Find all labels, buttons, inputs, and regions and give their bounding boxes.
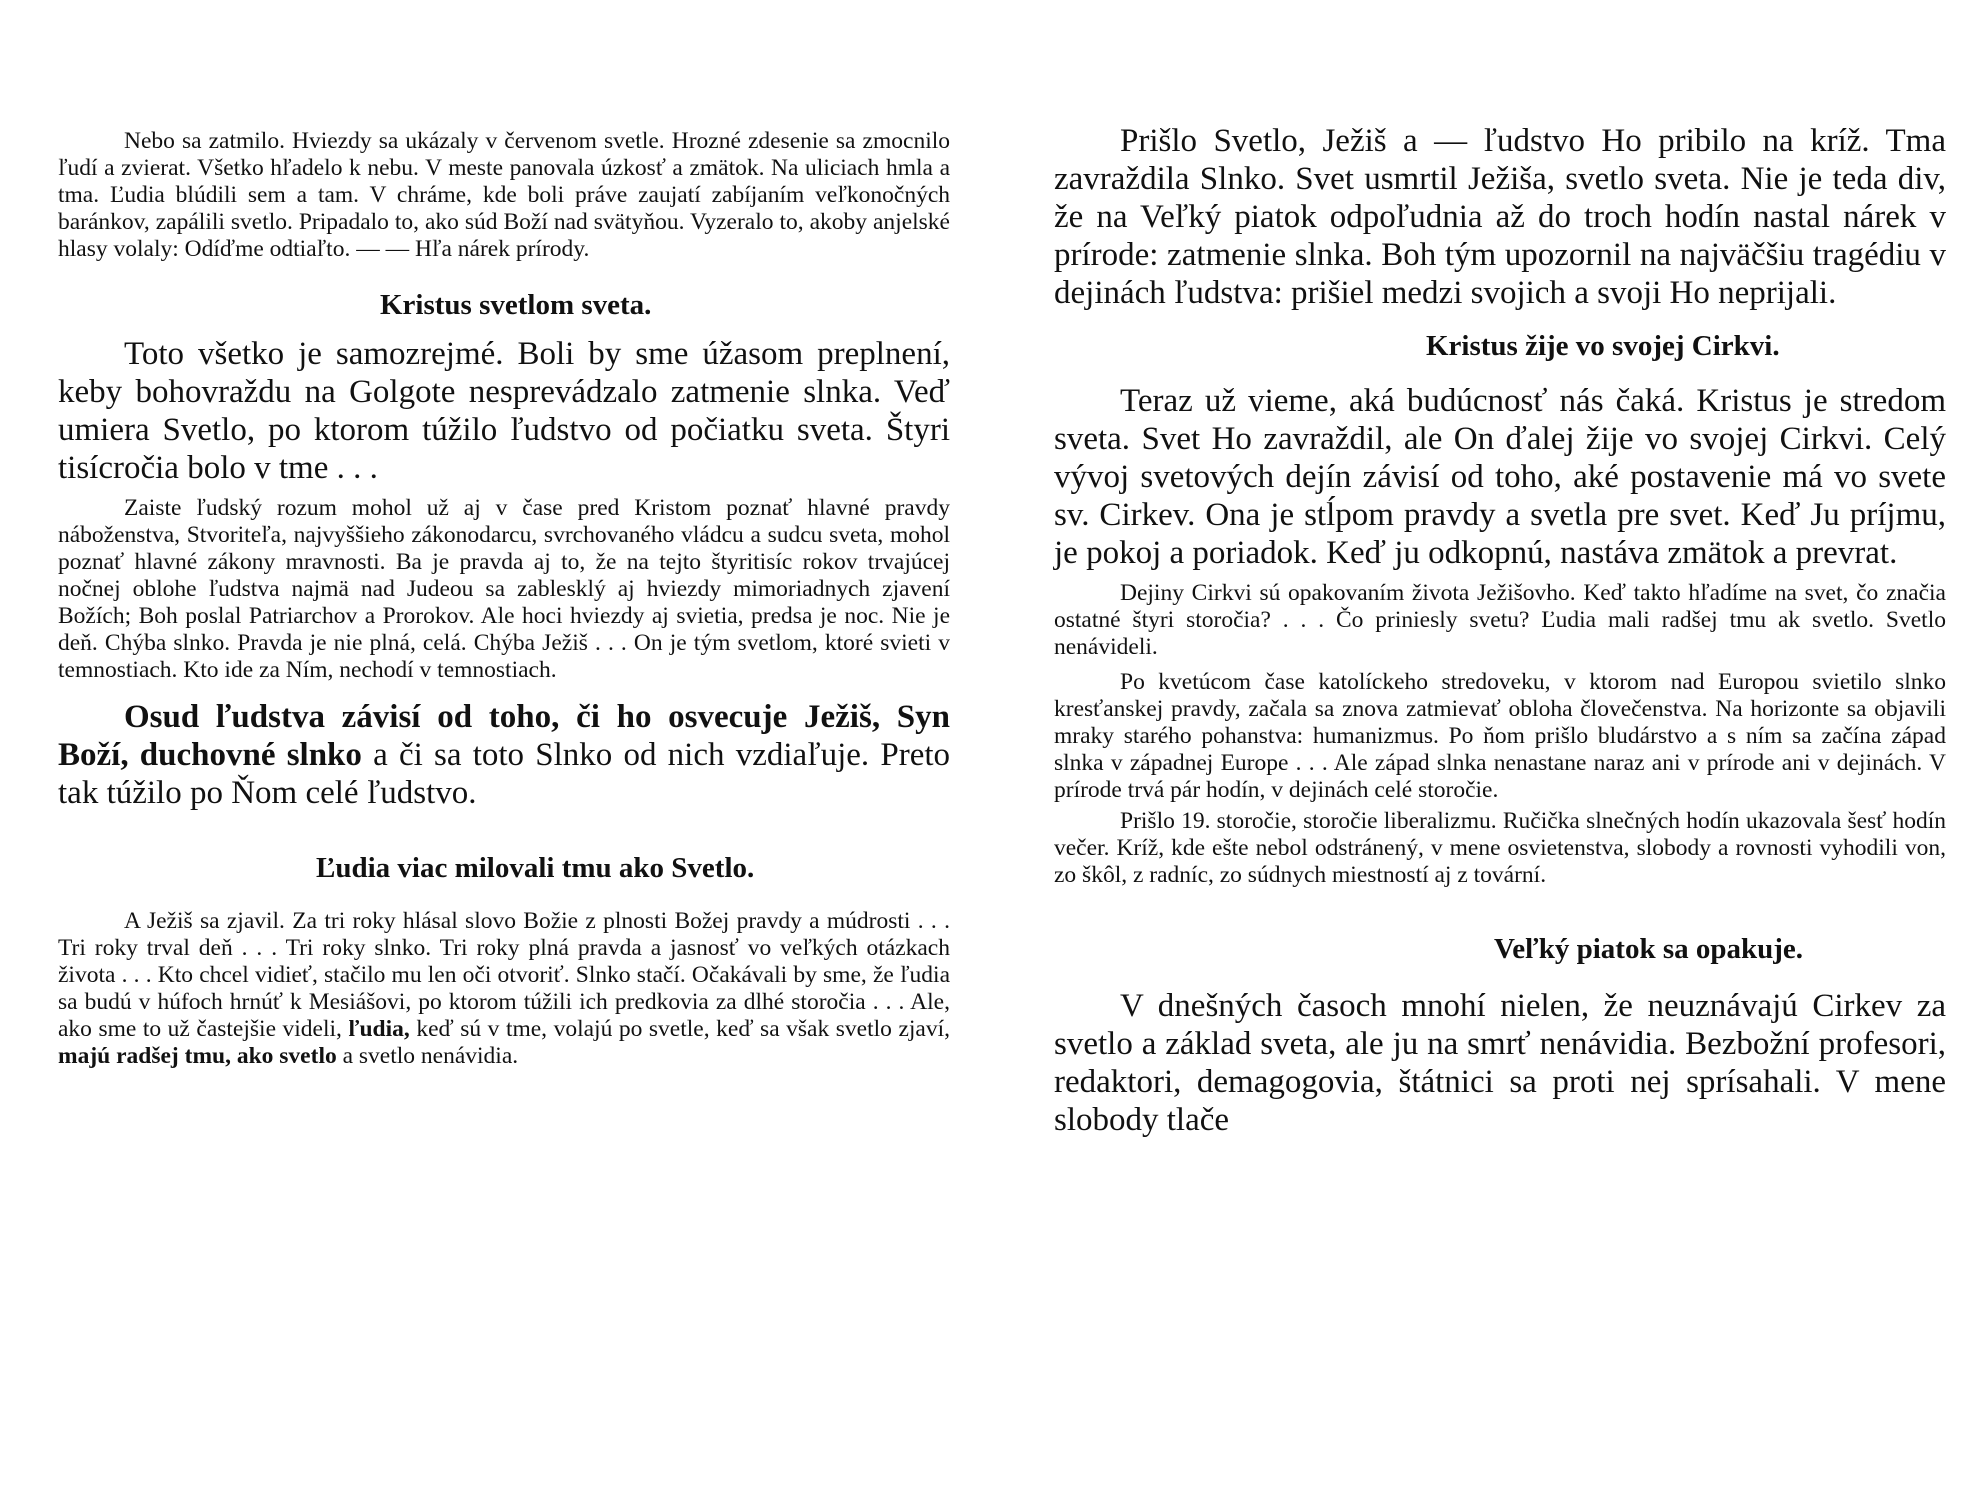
text-run: a svetlo nenávidia. [336,1043,519,1069]
paragraph: Po kvetúcom čase katolíckeho stredoveku, v ktorom nad Europou svietilo slnko kresťanskej pravdy, začala sa znova zatmievať obloha človečenstva. Na horizonte sa objavili mraky starého pohanstva: humanizmus. Po ňom prišlo bludárstvo a s ním sa začína západ slnka v západnej Europe . . . Ale západ slnka nenastane naraz ani v prírode ani v dejinách. V prírode trvá pár hodín, v dejinách celé storočie. [1054,669,1946,803]
paragraph: Dejiny Cirkvi sú opakovaním života Ježišovho. Keď takto hľadíme na svet, čo značia ostatné štyri storočia? . . . Čo priniesly svetu? Ľudia mali radšej tmu ak svetlo. Svetlo nenávideli. [1054,580,1946,660]
emphasis: Osud ľudstva závisí od toho, či ho osvecuje Ježiš, Syn Boží, duchovné slnko [58,699,950,773]
section-heading: Ľudia viac milovali tmu ako Svetlo. [316,852,755,884]
emphasis: majú radšej tmu, ako svetlo [58,1043,337,1069]
paragraph [58,698,950,812]
paragraph: Nebo sa zatmilo. Hviezdy sa ukázaly v červenom svetle. Hrozné zdesenie sa zmocnilo ľudí a zvierat. Všetko hľadelo k nebu. V meste panovala úzkosť a zmätok. Na uliciach hmla a tma. Ľudia blúdili sem a tam. V chráme, kde boli práve zaujatí zabíjaním veľkonočných baránkov, zapálili svetlo. Pripadalo to, ako súd Boží nad svätyňou. Vyzeralo to, akoby anjelské hlasy volaly: Odíďme odtiaľto. — — Hľa nárek prírody. [58,128,950,262]
text-run: keď sú v tme, volajú po svetle, keď sa však svetlo zjaví, [409,1016,950,1042]
section-heading: Kristus žije vo svojej Cirkvi. [1426,330,1780,362]
paragraph: Toto všetko je samozrejmé. Boli by sme úžasom preplnení, keby bohovraždu na Golgote nesprevádzalo zatmenie slnka. Veď umiera Svetlo, po ktorom túžilo ľudstvo od počiatku sveta. Štyri tisícročia bolo v tme . . . [58,336,950,486]
emphasis: ľudia, [348,1016,410,1042]
paragraph: Teraz už vieme, aká budúcnosť nás čaká. Kristus je stredom sveta. Svet Ho zavraždil, ale On ďalej žije vo svojej Cirkvi. Celý vývoj svetových dejín závisí od toho, aké postavenie má vo svete sv. Cirkev. Ona je stĺpom pravdy a svetla pre svet. Keď Ju príjmu, je pokoj a poriadok. Keď ju odkopnú, nastáva zmätok a prevrat. [1054,383,1946,571]
text-run: a či sa toto Slnko od nich vzdiaľuje. Preto tak túžilo po Ňom celé ľudstvo. [58,737,951,811]
paragraph [58,908,950,1070]
section-heading: Veľký piatok sa opakuje. [1494,933,1804,965]
paragraph: V dnešných časoch mnohí nielen, že neuznávajú Cirkev za svetlo a základ sveta, ale ju na smrť nenávidia. Bezbožní profesori, redaktori, demagogovia, štátnici sa proti nej sprísahali. V mene slobody tlače [1054,988,1946,1138]
paragraph: Prišlo 19. storočie, storočie liberalizmu. Ručička slnečných hodín ukazovala šesť hodín večer. Kríž, kde ešte nebol odstránený, v mene osvietenstva, slobody a rovnosti vyhodili von, zo škôl, z radníc, zo súdnych miestností aj z tovární. [1054,808,1946,888]
paragraph: Prišlo Svetlo, Ježiš a — ľudstvo Ho pribilo na kríž. Tma zavraždila Slnko. Svet usmrtil Ježiša, svetlo sveta. Nie je teda div, že na Veľký piatok odpoľudnia až do troch hodín nastal nárek v prírode: zatmenie slnka. Boh tým upozornil na najväčšiu tragédiu v dejinách ľudstva: prišiel medzi svojich a svoji Ho neprijali. [1054,123,1946,311]
section-heading: Kristus svetlom sveta. [380,289,652,321]
right-page [994,0,1988,1500]
text-run: A Ježiš sa zjavil. Za tri roky hlásal slovo Božie z plnosti Božej pravdy a múdrosti . . . Tri roky trval deň . . . Tri roky slnko. Tri roky plná pravda a jasnosť vo veľkých otázkach života . . . Kto chcel vidieť, stačilo mu len oči otvoriť. Slnko stačí. Očakávali by sme, že ľudia sa budú v húfoch hrnúť k Mesiášovi, po ktorom túžili ich predkovia za dlhé storočia . . . Ale, ako sme to už častejšie videli, [58,908,950,1042]
left-column [58,128,950,1070]
paragraph: Zaiste ľudský rozum mohol už aj v čase pred Kristom poznať hlavné pravdy náboženstva, Stvoriteľa, najvyššieho zákonodarcu, svrchovaného vládcu a sudcu sveta, mohol poznať hlavné zákony mravnosti. Ba je pravda aj to, že na tejto štyritisíc rokov trvajúcej nočnej oblohe ľudstva najmä nad Judeou sa zablesklý aj hviezdy mimoriadnych zjavení Božích; Boh poslal Patriarchov a Prorokov. Ale hoci hviezdy aj svietia, predsa je noc. Nie je deň. Chýba slnko. Pravda je nie plná, celá. Chýba Ježiš . . . On je tým svetlom, ktoré svieti v temnostiach. Kto ide za Ním, nechodí v temnostiach. [58,495,950,683]
right-column [1054,122,1946,1139]
